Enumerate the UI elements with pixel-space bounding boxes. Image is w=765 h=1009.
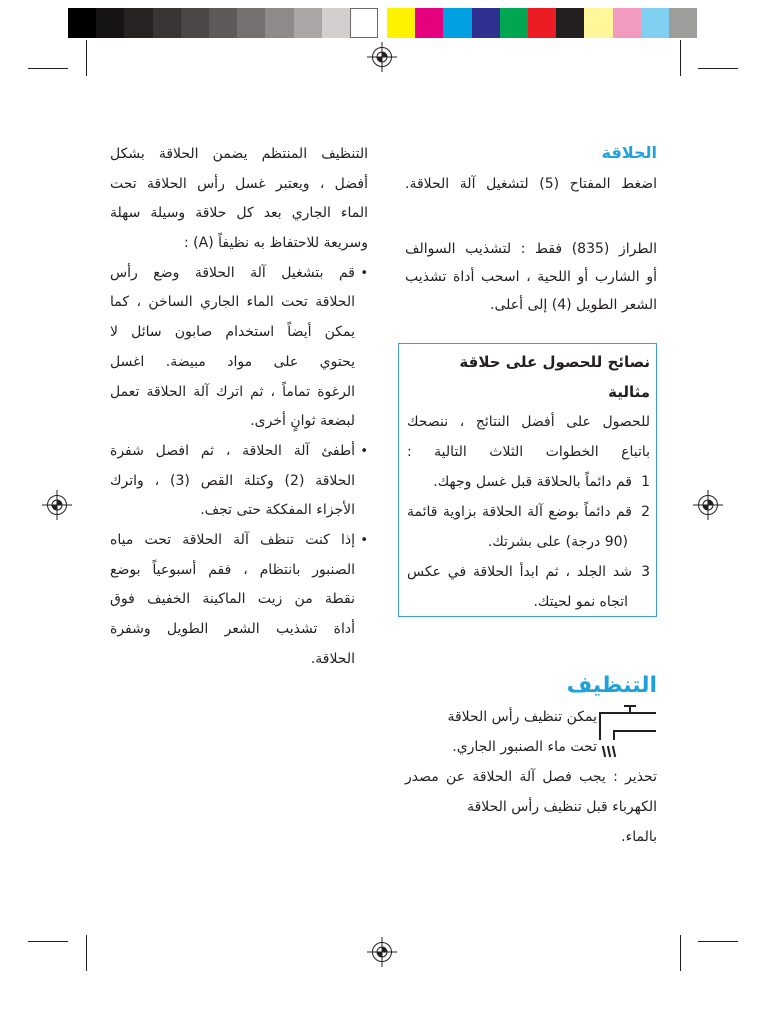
model-note-line: الشعر الطويل (4) إلى أعلى. [490,297,657,313]
registration-mark-icon [42,490,72,520]
shaving-heading: الحلاقة [601,143,657,162]
color-swatch [443,8,471,38]
color-swatch [68,8,96,38]
color-swatch [96,8,124,38]
cleaning-heading: التنظيف [566,673,657,698]
crop-mark [28,941,68,942]
color-swatch [153,8,181,38]
tips-step [407,497,650,557]
shaving-instruction: اضغط المفتاح (5) لتشغيل آلة الحلاقة. [405,176,658,192]
step-line: (90 درجة) على بشرتك. [487,534,628,550]
tips-step [407,557,650,617]
color-swatch [265,8,293,38]
color-swatch [294,8,322,38]
color-swatch [322,8,350,38]
cleaning-section [405,670,657,852]
color-swatch [209,8,237,38]
color-swatch [669,8,697,38]
tips-title: مثالية [608,383,650,401]
crop-mark [86,935,87,971]
list-item-line: يمكن أيضاً استخدام صابون سائل لا [110,324,355,341]
bullet-icon: • [360,532,368,548]
step-line: شد الجلد ، ثم ابدأ الحلاقة في عكس [407,564,632,580]
list-item-line: إذا كنت تنظف آلة الحلاقة تحت مياه [110,531,355,548]
bullet-icon: • [360,265,368,281]
step-number: 3 [641,564,650,580]
crop-mark [680,935,681,971]
faucet-icon [597,702,657,762]
list-item-line: أداة تشذيب الشعر الطويل وشفرة [110,621,355,637]
list-item-line: قم بتشغيل آلة الحلاقة وضع رأس [110,264,355,281]
color-swatch [556,8,584,38]
registration-mark-icon [693,490,723,520]
color-swatch [472,8,500,38]
color-swatch [584,8,612,38]
shaving-tips-box [398,343,657,617]
list-item [110,526,368,674]
warning-line: تحذير : يجب فصل آلة الحلاقة عن مصدر [405,769,657,785]
color-swatch [181,8,209,38]
crop-mark [698,68,738,69]
bullet-icon: • [360,443,368,459]
cleaning-intro-line: التنظيف المنتظم يضمن الحلاقة بشكل [110,146,368,162]
step-number: 1 [641,474,650,490]
color-swatch [641,8,669,38]
list-item-line: لبضعة ثوانٍ أخرى. [250,413,355,430]
crop-mark [680,40,681,76]
color-swatch [415,8,443,38]
cleaning-intro-line: أفضل ، ويعتبر غسل رأس الحلاقة تحت [110,175,368,192]
tips-intro-line: باتباع الخطوات الثلاث التالية : [407,444,650,460]
gray-calibration-bar [68,8,378,38]
list-item-line: الحلاقة تحت الماء الجاري الساخن ، كما [110,294,355,311]
paragraph-gap [405,199,657,235]
tips-intro-line: للحصول على أفضل النتائج ، ننصحك [407,414,650,430]
color-calibration-bar [387,8,697,38]
step-line: قم دائماً بالحلاقة قبل غسل وجهك. [433,474,632,490]
faucet-note-line: تحت ماء الصنبور الجاري. [452,739,597,755]
step-number: 2 [641,504,650,520]
color-swatch [350,8,378,38]
cleaning-intro-line: الماء الجاري بعد كل حلاقة وسيلة سهلة [110,205,368,222]
list-item-line: أطفئ آلة الحلاقة ، ثم افصل شفرة [110,442,355,459]
shaving-section [405,137,657,319]
color-swatch [528,8,556,38]
faucet-note-text [405,702,597,762]
registration-mark-icon [367,937,397,967]
registration-mark-icon [367,42,397,72]
tips-title: نصائح للحصول على حلاقة [459,353,650,371]
tips-step [407,467,650,497]
list-item-line: الصنبور بانتظام ، فقم أسبوعياً بوضع [110,561,355,578]
color-swatch [387,8,415,38]
color-swatch [613,8,641,38]
list-item-line: يحتوي على مواد مبيضة. اغسل [110,353,355,370]
list-item-line: الحلاقة. [310,650,355,667]
color-swatch [237,8,265,38]
crop-mark [698,941,738,942]
model-note-line: الطراز (835) فقط : لتشذيب السوالف [405,241,657,257]
crop-mark [28,68,68,69]
list-item [110,437,368,526]
regular-cleaning-section [110,140,368,674]
color-swatch [124,8,152,38]
faucet-note-line: يمكن تنظيف رأس الحلاقة [447,709,597,725]
warning-line: بالماء. [621,829,657,845]
list-item-line: الأجزاء المفككة حتى تجف. [200,502,355,519]
list-item-line: الرغوة تماماً ، ثم اترك آلة الحلاقة تعمل [110,383,355,400]
warning-line: الكهرباء قبل تنظيف رأس الحلاقة [467,799,657,815]
list-item-line: نقطة من زيت الماكينة الخفيف فوق [110,591,355,608]
crop-mark [86,40,87,76]
model-note-line: أو الشارب أو اللحية ، اسحب أداة تشذيب [405,269,657,285]
step-line: اتجاه نمو لحيتك. [533,594,628,610]
color-swatch [500,8,528,38]
step-line: قم دائماً بوضع آلة الحلاقة بزاوية قائمة [407,504,632,520]
list-item-line: الحلاقة (2) وكتلة القص (3) ، واترك [110,472,355,489]
cleaning-intro-line: وسريعة للاحتفاظ به نظيفاً (A) : [183,235,368,252]
faucet-note [405,702,657,762]
list-item [110,259,368,437]
